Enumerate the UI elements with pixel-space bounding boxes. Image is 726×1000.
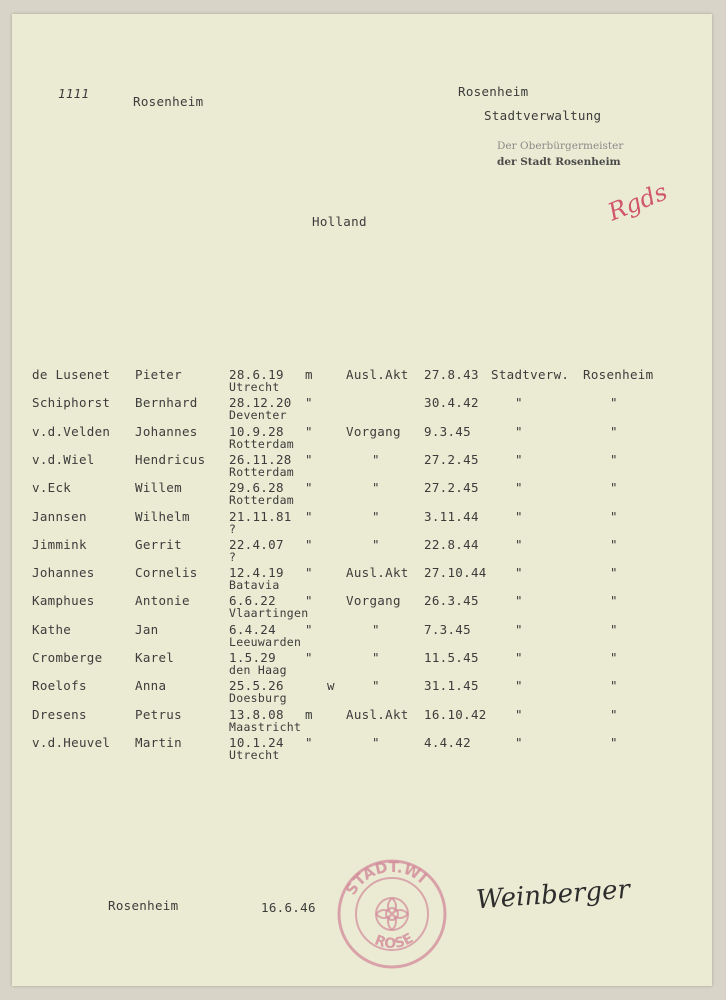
cell-office: " (515, 593, 523, 609)
cell-birth-date: 12.4.19 (229, 565, 284, 581)
cell-city: " (610, 423, 618, 439)
cell-city: " (610, 565, 618, 581)
cell-document-type: " (372, 480, 380, 496)
place-right: Rosenheim (458, 84, 529, 99)
cell-surname: Jimmink (32, 536, 87, 552)
cell-surname: Cromberge (32, 650, 103, 665)
cell-firstname: Willem (135, 480, 182, 496)
cell-city: " (610, 508, 618, 524)
cell-city: " (610, 395, 618, 411)
cell-birth-date: 22.4.07 (229, 536, 284, 552)
cell-birth-place: Leeuwarden (229, 634, 302, 649)
cell-birth-place: Utrecht (229, 380, 280, 394)
cell-birth-date: 28.6.19 (229, 367, 284, 382)
cell-city: " (610, 593, 618, 609)
cell-sex: " (305, 650, 313, 665)
cell-sex: " (305, 480, 313, 496)
cell-surname: v.d.Heuvel (32, 734, 111, 750)
cell-birth-date: 26.11.28 (229, 451, 292, 467)
cell-surname: Kathe (32, 621, 72, 637)
cell-office: " (515, 451, 523, 467)
cell-birth-date: 29.6.28 (229, 480, 284, 496)
cell-record-date: 27.2.45 (424, 451, 479, 467)
footer-place: Rosenheim (108, 898, 179, 913)
cell-document-type: " (372, 621, 380, 637)
cell-office: " (515, 706, 523, 722)
cell-firstname: Antonie (135, 593, 190, 609)
cell-office: " (515, 565, 523, 581)
cell-city: " (610, 734, 618, 750)
cell-city: " (610, 621, 618, 637)
cell-firstname: Hendricus (135, 451, 206, 467)
cell-city: " (610, 480, 618, 496)
handwritten-signature: Weinberger (475, 874, 631, 916)
cell-document-type: " (372, 650, 380, 665)
office-stamp (497, 140, 623, 168)
cell-record-date: 7.3.45 (424, 621, 471, 637)
cell-birth-date: 13.8.08 (229, 706, 284, 722)
cell-sex: " (305, 621, 313, 637)
cell-birth-date: 25.5.26 (229, 678, 284, 694)
cell-firstname: Martin (135, 734, 182, 750)
cell-surname: v.d.Velden (32, 423, 111, 439)
cell-city: " (610, 536, 618, 552)
cell-birth-place: Doesburg (229, 691, 287, 706)
cell-sex: " (305, 451, 313, 467)
cell-birth-place: ? (229, 549, 237, 564)
cell-sex: w (327, 678, 335, 694)
cell-surname: Schiphorst (32, 395, 111, 411)
cell-document-type: " (372, 536, 380, 552)
cell-sex: " (305, 395, 313, 411)
cell-birth-place: ? (229, 521, 237, 536)
footer-date: 16.6.46 (261, 900, 316, 915)
cell-sex: " (305, 734, 313, 750)
cell-birth-date: 10.9.28 (229, 423, 284, 439)
cell-sex: m (305, 706, 313, 722)
cell-birth-place: den Haag (229, 663, 287, 677)
cell-birth-date: 10.1.24 (229, 734, 284, 750)
cell-document-type: " (372, 734, 380, 750)
cell-record-date: 27.2.45 (424, 480, 479, 496)
cell-surname: de Lusenet (32, 367, 111, 382)
cell-firstname: Jan (135, 621, 159, 637)
cell-office: " (515, 650, 523, 665)
cell-sex: " (305, 508, 313, 524)
seal-text-top: STADT.WI (341, 858, 431, 899)
cell-surname: Kamphues (32, 593, 95, 609)
cell-sex: " (305, 423, 313, 439)
cell-record-date: 22.8.44 (424, 536, 479, 552)
cell-record-date: 11.5.45 (424, 650, 479, 665)
cell-office: " (515, 621, 523, 637)
cell-firstname: Pieter (135, 367, 182, 382)
cell-city: " (610, 706, 618, 722)
cell-birth-place: Batavia (229, 578, 280, 593)
cell-birth-place: Vlaartingen (229, 606, 309, 621)
cell-surname: Roelofs (32, 678, 87, 694)
cell-office: " (515, 395, 523, 411)
cell-city: " (610, 451, 618, 467)
cell-firstname: Karel (135, 650, 175, 665)
cell-birth-date: 6.4.24 (229, 621, 276, 637)
cell-sex: " (305, 565, 313, 581)
cell-firstname: Petrus (135, 706, 182, 722)
cell-firstname: Wilhelm (135, 508, 190, 524)
cell-birth-place: Utrecht (229, 747, 280, 762)
cell-birth-date: 28.12.20 (229, 395, 292, 411)
cell-sex: " (305, 536, 313, 552)
cell-city: " (610, 678, 618, 694)
cell-office: " (515, 480, 523, 496)
cell-birth-date: 21.11.81 (229, 508, 292, 524)
cell-document-type: Vorgang (346, 593, 401, 609)
cell-firstname: Gerrit (135, 536, 182, 552)
cell-record-date: 27.10.44 (424, 565, 487, 581)
cell-office: " (515, 536, 523, 552)
cell-record-date: 3.11.44 (424, 508, 479, 524)
cell-city: " (610, 650, 618, 665)
cell-document-type: Ausl.Akt (346, 367, 409, 382)
handwritten-mark: 1111 (58, 86, 90, 101)
cell-city: Rosenheim (583, 367, 654, 382)
stamp-line-2: der Stadt Rosenheim (497, 156, 621, 168)
cell-surname: Johannes (32, 565, 95, 581)
cell-office: " (515, 734, 523, 750)
cell-record-date: 27.8.43 (424, 367, 479, 382)
cell-birth-place: Rotterdam (229, 464, 295, 479)
cell-firstname: Cornelis (135, 565, 198, 581)
cell-office: " (515, 678, 523, 694)
document-title: Holland (312, 214, 367, 229)
place-left: Rosenheim (133, 94, 204, 109)
cell-firstname: Johannes (135, 423, 198, 439)
cell-document-type: " (372, 451, 380, 467)
cell-firstname: Anna (135, 678, 167, 694)
cell-sex: " (305, 593, 313, 609)
cell-record-date: 4.4.42 (424, 734, 471, 750)
cell-document-type: Ausl.Akt (346, 565, 409, 581)
seal-text-bottom: ROSE (372, 930, 417, 953)
red-signature: Rgds (603, 177, 672, 227)
cell-birth-place: Rotterdam (229, 436, 295, 451)
cell-office: " (515, 508, 523, 524)
cell-record-date: 30.4.42 (424, 395, 479, 411)
cell-document-type: " (372, 508, 380, 524)
cell-birth-place: Maastricht (229, 719, 302, 734)
cell-surname: v.Eck (32, 480, 72, 496)
cell-document-type: " (372, 678, 380, 694)
cell-record-date: 26.3.45 (424, 593, 479, 609)
cell-surname: Jannsen (32, 508, 87, 524)
svg-text:ROSE (372, 930, 416, 952)
city-seal (336, 858, 448, 970)
cell-firstname: Bernhard (135, 395, 198, 411)
cell-birth-date: 6.6.22 (229, 593, 276, 609)
cell-document-type: Vorgang (346, 423, 401, 439)
cell-birth-date: 1.5.29 (229, 650, 276, 665)
stamp-line-1: Der Oberbürgermeister (497, 140, 624, 152)
cell-birth-place: Rotterdam (229, 493, 295, 508)
cell-document-type: Ausl.Akt (346, 706, 409, 722)
authority-name: Stadtverwaltung (484, 108, 602, 123)
cell-office: Stadtverw. (491, 367, 570, 382)
cell-birth-place: Deventer (229, 408, 287, 423)
cell-record-date: 31.1.45 (424, 678, 479, 694)
cell-surname: Dresens (32, 706, 87, 722)
cell-record-date: 9.3.45 (424, 423, 471, 439)
cell-sex: m (305, 367, 313, 382)
cell-surname: v.d.Wiel (32, 451, 95, 467)
cell-record-date: 16.10.42 (424, 706, 487, 722)
cell-office: " (515, 423, 523, 439)
